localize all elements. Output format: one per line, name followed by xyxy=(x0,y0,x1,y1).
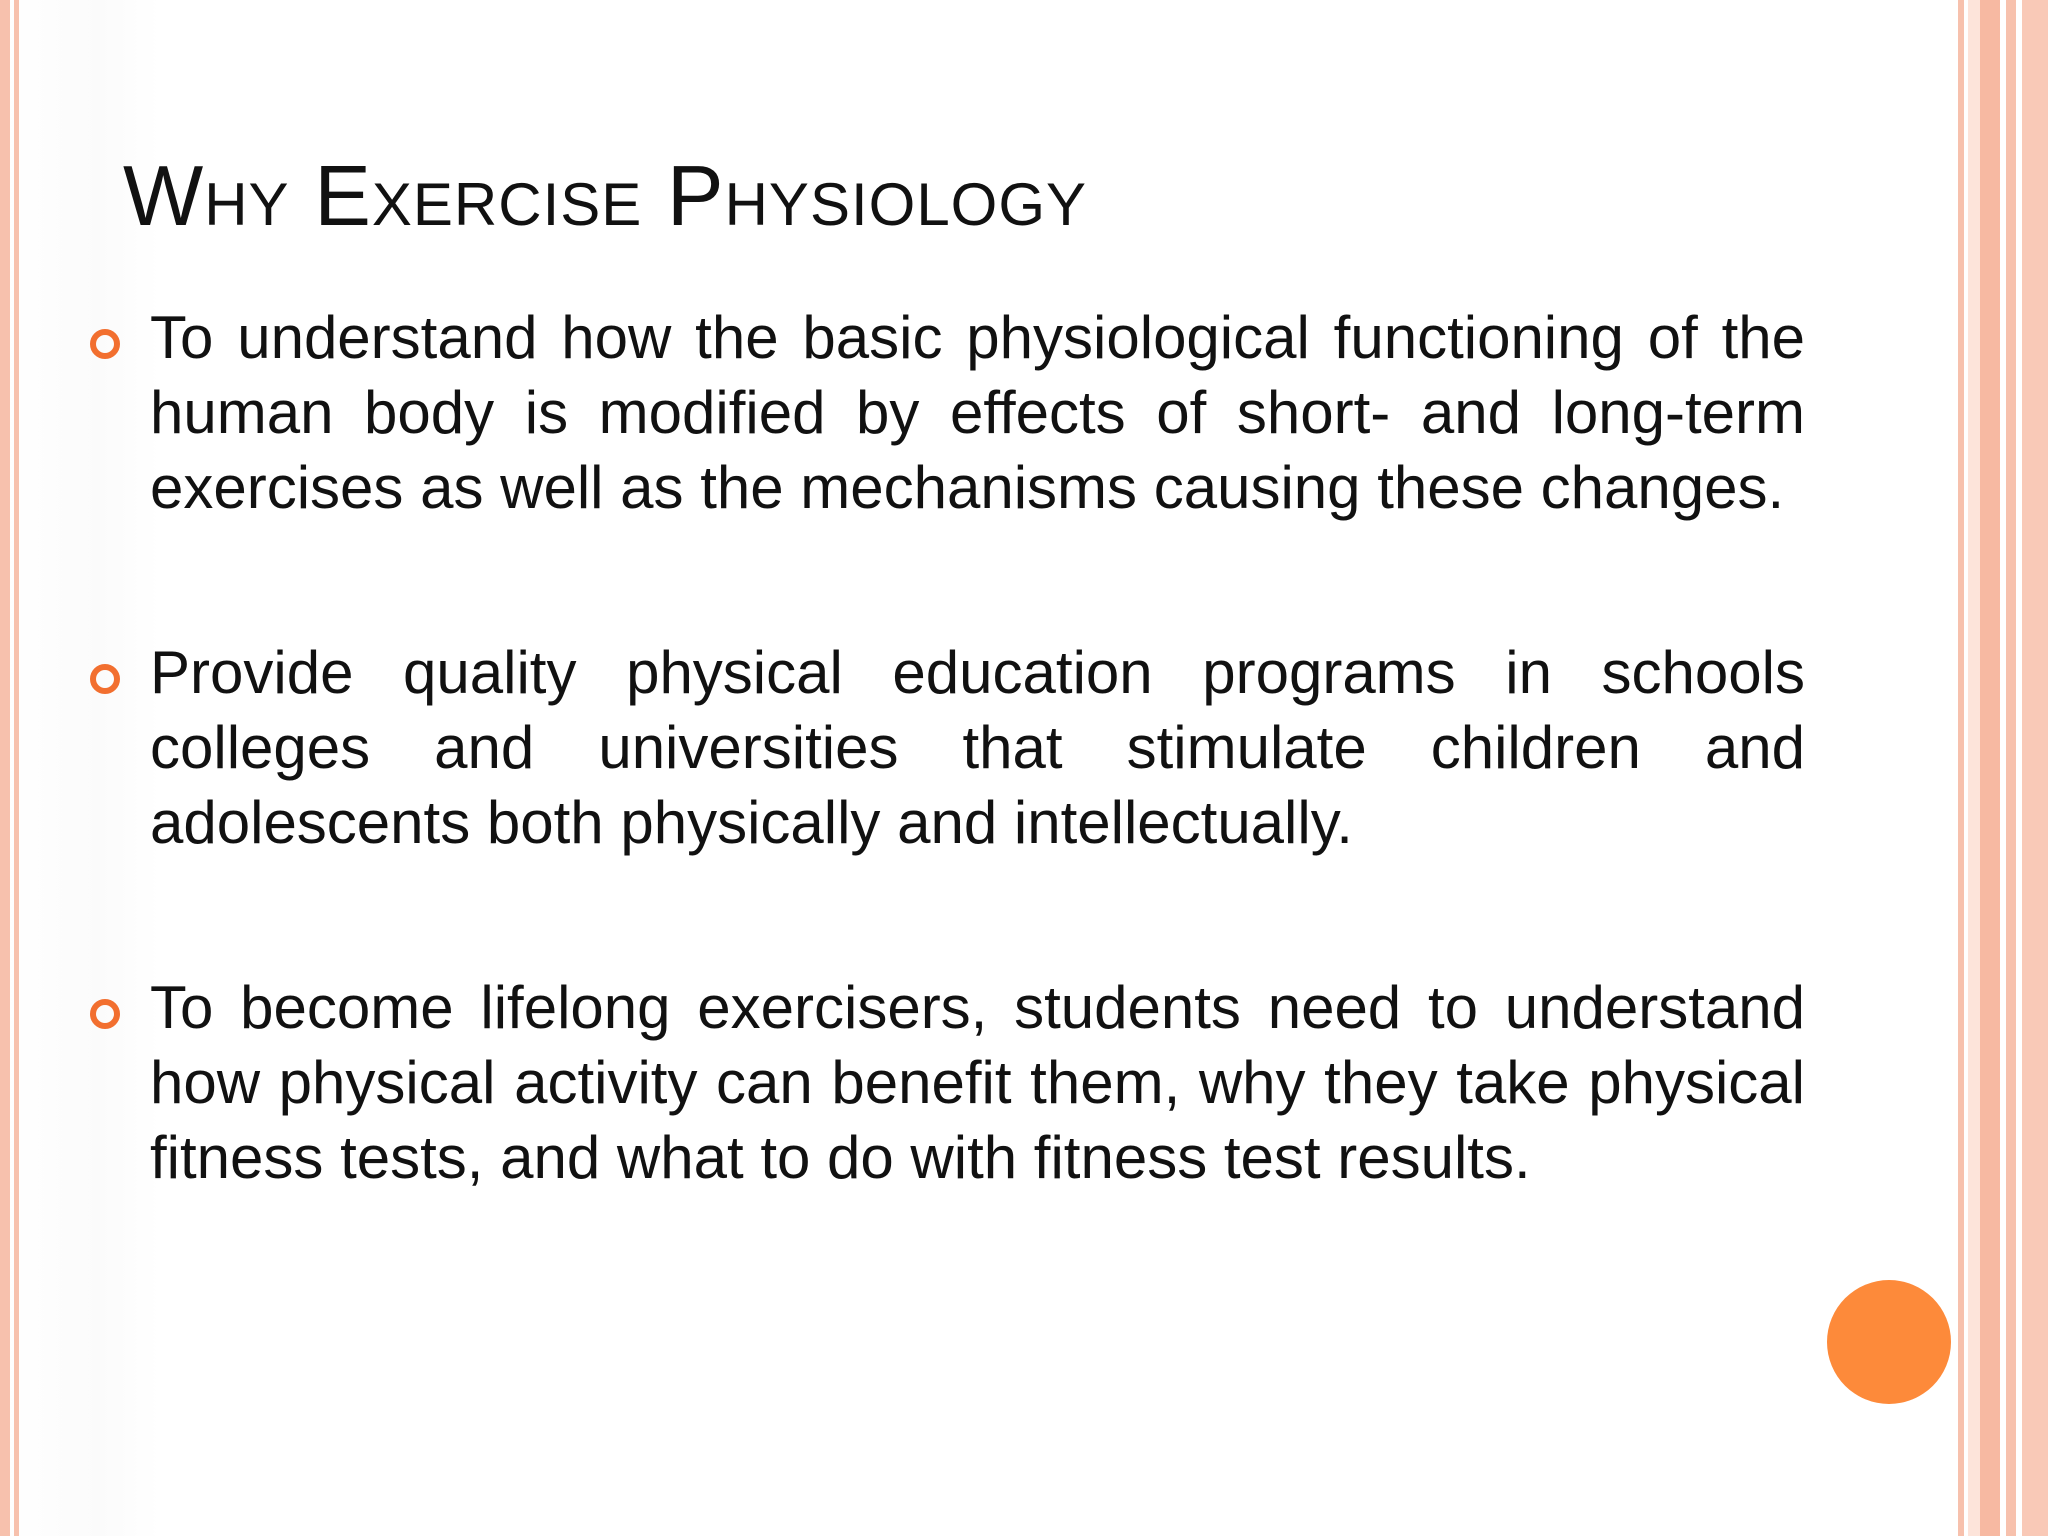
left-border-stripe xyxy=(0,0,10,1536)
hollow-circle-bullet-icon xyxy=(90,329,120,359)
bullet-text: Provide quality physical education programs in schools colleges and universities that stimulate children and adolescents both physically and intellectually. xyxy=(150,639,1805,856)
left-border-stripe xyxy=(14,0,19,1536)
hollow-circle-bullet-icon xyxy=(90,664,120,694)
bullet-item xyxy=(90,300,1805,525)
bullet-item xyxy=(90,970,1805,1195)
orange-circle-icon xyxy=(1827,1280,1951,1404)
bullet-item xyxy=(90,635,1805,860)
right-border-panel xyxy=(1968,0,1980,1536)
right-border-stripe xyxy=(1980,0,2000,1536)
bullet-text: To understand how the basic physiological functioning of the human body is modified by effects of short- and long-term exercises as well as the mechanisms causing these changes. xyxy=(150,304,1805,521)
slide-title: Why Exercise Physiology xyxy=(123,149,1088,244)
hollow-circle-bullet-icon xyxy=(90,999,120,1029)
bullet-list xyxy=(90,300,1805,1305)
bullet-text: To become lifelong exercisers, students need to understand how physical activity can benefit them, why they take physical fitness tests, and what to do with fitness test results. xyxy=(150,974,1805,1191)
right-border-stripe xyxy=(2006,0,2016,1536)
right-border-stripe xyxy=(1958,0,1964,1536)
right-border-stripe xyxy=(2022,0,2048,1536)
